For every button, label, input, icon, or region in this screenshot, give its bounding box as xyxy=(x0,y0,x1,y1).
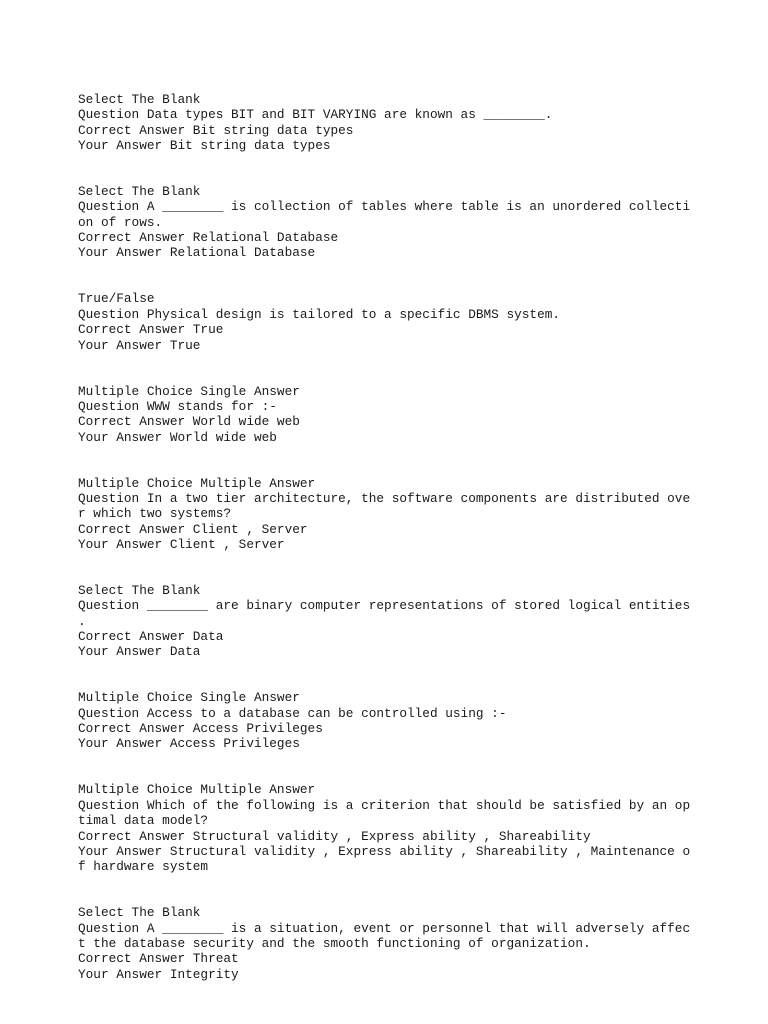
question-text: Question In a two tier architecture, the software components are distributed ove xyxy=(78,490,691,506)
question-type: Select The Blank xyxy=(78,184,201,200)
question-type: Select The Blank xyxy=(78,583,201,598)
your-answer: Your Answer True xyxy=(78,337,201,353)
question-text: Question WWW stands for :- xyxy=(78,398,277,414)
question-type: Multiple Choice Single Answer xyxy=(78,383,300,399)
your-answer: Your Answer Structural validity , Express ability , Shareability , Maintenance o xyxy=(78,843,691,859)
correct-answer: Correct Answer World wide web xyxy=(78,414,300,430)
question-text-continued: timal data model? xyxy=(78,813,209,829)
your-answer: Your Answer Access Privileges xyxy=(78,736,300,752)
correct-answer: Correct Answer Relational Database xyxy=(78,230,339,246)
question-block xyxy=(78,690,718,751)
correct-answer: Correct Answer Threat xyxy=(78,951,239,967)
document-page xyxy=(78,92,718,1013)
correct-answer: Correct Answer Client , Server xyxy=(78,521,308,537)
question-block xyxy=(78,782,718,874)
question-text: Question Which of the following is a criterion that should be satisfied by an op xyxy=(78,797,691,813)
your-answer-continued: f hardware system xyxy=(78,859,209,875)
your-answer: Your Answer Client , Server xyxy=(78,536,285,552)
your-answer: Your Answer World wide web xyxy=(78,429,277,445)
question-block xyxy=(78,384,718,445)
your-answer: Your Answer Relational Database xyxy=(78,245,316,261)
question-type: True/False xyxy=(78,291,155,307)
question-type: Multiple Choice Multiple Answer xyxy=(78,782,316,798)
question-text-continued: t the database security and the smooth functioning of organization. xyxy=(78,935,591,951)
question-block xyxy=(78,92,718,153)
question-type: Select The Blank xyxy=(78,905,201,921)
question-block xyxy=(78,583,718,660)
question-text: Question Physical design is tailored to a specific DBMS system. xyxy=(78,306,561,322)
question-block xyxy=(78,291,718,352)
your-answer: Your Answer Data xyxy=(78,644,201,660)
question-type: Multiple Choice Single Answer xyxy=(78,690,300,706)
question-block xyxy=(78,905,718,982)
question-block xyxy=(78,184,718,261)
question-text-continued: on of rows. xyxy=(78,214,163,230)
question-text: Question ________ are binary computer representations of stored logical entities xyxy=(78,598,691,614)
correct-answer: Correct Answer Bit string data types xyxy=(78,122,354,138)
your-answer: Your Answer Bit string data types xyxy=(78,138,331,154)
correct-answer: Correct Answer Data xyxy=(78,629,224,645)
question-text-continued: r which two systems? xyxy=(78,506,232,522)
correct-answer: Correct Answer Access Privileges xyxy=(78,721,323,737)
correct-answer: Correct Answer Structural validity , Express ability , Shareability xyxy=(78,828,591,844)
correct-answer: Correct Answer True xyxy=(78,322,224,338)
question-text: Question Data types BIT and BIT VARYING are known as ________. xyxy=(78,107,553,123)
question-text: Question A ________ is a situation, event or personnel that will adversely affec xyxy=(78,920,691,936)
question-type: Select The Blank xyxy=(78,92,201,107)
your-answer: Your Answer Integrity xyxy=(78,966,239,982)
question-text-continued: . xyxy=(78,613,86,629)
question-text: Question Access to a database can be controlled using :- xyxy=(78,705,507,721)
question-text: Question A ________ is collection of tables where table is an unordered collecti xyxy=(78,199,691,215)
question-block xyxy=(78,476,718,553)
question-type: Multiple Choice Multiple Answer xyxy=(78,475,316,491)
